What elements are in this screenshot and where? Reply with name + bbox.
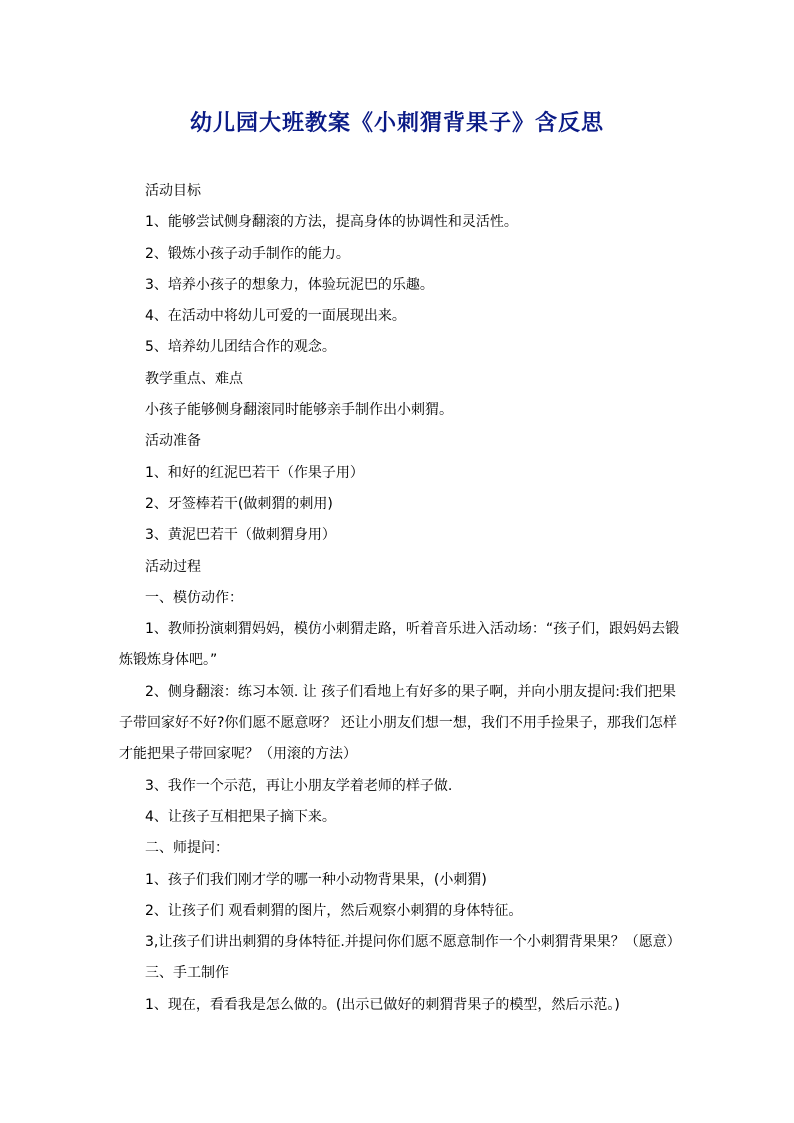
process-step-3-heading: 三、手工制作: [145, 965, 229, 982]
document-body: [119, 176, 685, 1021]
section-heading-key-points: 教学重点、难点: [145, 370, 243, 387]
section-heading-activity-goals: 活动目标: [145, 183, 201, 199]
goal-item-2: 2、锻炼小孩子动手制作的能力。: [145, 245, 350, 262]
process-step-2-item-3: 3,让孩子们讲出刺猬的身体特征.并提问你们愿不愿意制作一个小刺猬背果果？（愿意）: [145, 934, 681, 951]
process-step-1-item-4: 4、让孩子互相把果子摘下来。: [145, 808, 336, 825]
preparation-item-3: 3、黄泥巴若干（做刺猬身用）: [145, 527, 336, 544]
process-step-2-heading: 二、师提问：: [145, 840, 229, 857]
process-step-3-item-1: 1、现在，看看我是怎么做的。(出示已做好的刺猬背果子的模型，然后示范。): [145, 996, 620, 1013]
process-step-1-item-1: 1、教师扮演刺猬妈妈，模仿小刺猬走路，听着音乐进入活动场：“孩子们，跟妈妈去锻炼锻炼身体吧。”: [119, 621, 680, 669]
process-step-2-item-2: 2、让孩子们 观看刺猬的图片，然后观察小刺猬的身体特征。: [145, 902, 523, 919]
process-step-1-heading: 一、模仿动作：: [145, 589, 243, 606]
preparation-item-2: 2、牙签棒若干(做刺猬的刺用): [145, 495, 333, 512]
process-step-2-item-1: 1、孩子们我们刚才学的哪一种小动物背果果，(小刺猬): [145, 871, 487, 888]
preparation-item-1: 1、和好的红泥巴若干（作果子用）: [145, 464, 364, 481]
process-step-1-item-3: 3、我作一个示范，再让小朋友学着老师的样子做.: [145, 777, 453, 794]
goal-item-3: 3、培养小孩子的想象力，体验玩泥巴的乐趣。: [145, 276, 434, 293]
section-heading-preparation: 活动准备: [145, 433, 201, 450]
goal-item-5: 5、培养幼儿团结合作的观念。: [145, 339, 336, 356]
process-step-1-item-2: 2、侧身翻滚：练习本领. 让 孩子们看地上有好多的果子啊，并向小朋友提问:我们把果子带回家好不好?你们愿不愿意呀？ 还让小朋友们想一想，我们不用手捡果子，那我们怎样才能把果子带回家呢？（用滚的方法）: [119, 683, 677, 763]
goal-item-1: 1、能够尝试侧身翻滚的方法，提高身体的协调性和灵活性。: [145, 214, 518, 231]
section-heading-process: 活动过程: [145, 558, 201, 575]
document-title: 幼儿园大班教案《小刺猬背果子》含反思: [189, 110, 604, 136]
key-points-text: 小孩子能够侧身翻滚同时能够亲手制作出小刺猬。: [145, 402, 453, 419]
goal-item-4: 4、在活动中将幼儿可爱的一面展现出来。: [145, 308, 406, 325]
